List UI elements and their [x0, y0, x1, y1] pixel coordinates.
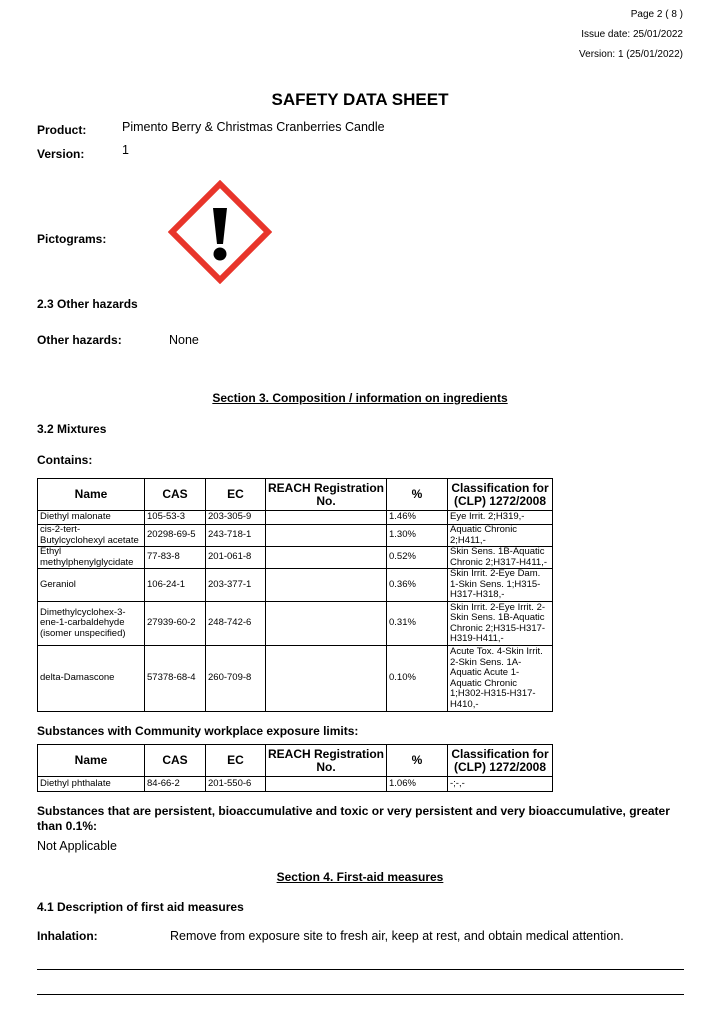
cell-percent: 0.36% — [387, 569, 448, 602]
mixtures-heading: 3.2 Mixtures — [37, 422, 107, 436]
cell-cas: 27939-60-2 — [145, 602, 206, 646]
col-name: Name — [38, 479, 145, 511]
table-header-row — [38, 745, 553, 777]
inhalation-label: Inhalation: — [37, 929, 98, 943]
table-row — [38, 569, 553, 602]
cell-reach — [266, 511, 387, 525]
document-title: SAFETY DATA SHEET — [271, 90, 449, 109]
cell-percent: 0.10% — [387, 646, 448, 712]
other-hazards-label: Other hazards: — [37, 333, 122, 347]
product-value: Pimento Berry & Christmas Cranberries Candle — [122, 120, 385, 134]
product-label: Product: — [37, 123, 87, 137]
workplace-label: Substances with Community workplace exposure limits: — [37, 724, 359, 738]
col-cas: CAS — [145, 745, 206, 777]
col-reach: REACH Registration No. — [266, 479, 387, 511]
cell-reach — [266, 569, 387, 602]
cell-ec: 248-742-6 — [206, 602, 266, 646]
cell-ec: 203-377-1 — [206, 569, 266, 602]
cell-classification: Eye Irrit. 2;H319,- — [448, 511, 553, 525]
version-value: 1 — [122, 143, 129, 157]
cell-cas: 77-83-8 — [145, 547, 206, 569]
version-date: Version: 1 (25/01/2022) — [579, 49, 683, 60]
other-hazards-value: None — [169, 333, 199, 347]
cell-reach — [266, 646, 387, 712]
col-percent: % — [387, 745, 448, 777]
table-row — [38, 602, 553, 646]
first-aid-heading: 4.1 Description of first aid measures — [37, 900, 244, 914]
col-cas: CAS — [145, 479, 206, 511]
cell-percent: 0.52% — [387, 547, 448, 569]
cell-classification: Skin Sens. 1B-Aquatic Chronic 2;H317-H411,- — [448, 547, 553, 569]
ingredients-table — [37, 478, 553, 712]
cell-ec: 201-061-8 — [206, 547, 266, 569]
pbt-value: Not Applicable — [37, 839, 117, 853]
workplace-table — [37, 744, 553, 792]
cell-ec: 243-718-1 — [206, 525, 266, 547]
cell-cas: 105-53-3 — [145, 511, 206, 525]
cell-percent: 0.31% — [387, 602, 448, 646]
cell-ec: 203-305-9 — [206, 511, 266, 525]
issue-date: Issue date: 25/01/2022 — [581, 29, 683, 40]
section3-title: Section 3. Composition / information on ingredients — [212, 391, 508, 405]
col-classification: Classification for (CLP) 1272/2008 — [448, 479, 553, 511]
cell-cas: 106-24-1 — [145, 569, 206, 602]
cell-classification: Acute Tox. 4-Skin Irrit. 2-Skin Sens. 1A-Aquatic Acute 1-Aquatic Chronic 1;H302-H315-H317-H410,- — [448, 646, 553, 712]
cell-classification: Aquatic Chronic 2;H411,- — [448, 525, 553, 547]
pictograms-label: Pictograms: — [37, 232, 107, 246]
cell-cas: 57378-68-4 — [145, 646, 206, 712]
exclamation-mark-hazard-icon — [168, 180, 272, 284]
pbt-label: Substances that are persistent, bioaccumulative and toxic or very persistent and very bioaccumulative, greater than 0.1%: — [37, 804, 670, 833]
contains-label: Contains: — [37, 453, 93, 467]
section4-title: Section 4. First-aid measures — [276, 870, 444, 884]
cell-percent: 1.06% — [387, 777, 448, 792]
other-hazards-heading: 2.3 Other hazards — [37, 297, 138, 311]
cell-reach — [266, 602, 387, 646]
table-row — [38, 646, 553, 712]
page-number: Page 2 ( 8 ) — [630, 9, 683, 20]
col-reach: REACH Registration No. — [266, 745, 387, 777]
inhalation-value: Remove from exposure site to fresh air, keep at rest, and obtain medical attention. — [170, 929, 624, 943]
table-row — [38, 777, 553, 792]
cell-percent: 1.46% — [387, 511, 448, 525]
cell-reach — [266, 777, 387, 792]
cell-reach — [266, 547, 387, 569]
cell-ec: 201-550-6 — [206, 777, 266, 792]
table-row — [38, 547, 553, 569]
table-row — [38, 511, 553, 525]
col-ec: EC — [206, 479, 266, 511]
table-header-row — [38, 479, 553, 511]
version-label: Version: — [37, 147, 85, 161]
cell-name: Diethyl malonate — [38, 511, 145, 525]
cell-classification: -;-,- — [448, 777, 553, 792]
table-row — [38, 525, 553, 547]
cell-cas: 84-66-2 — [145, 777, 206, 792]
cell-ec: 260-709-8 — [206, 646, 266, 712]
cell-name: cis-2-tert-Butylcyclohexyl acetate — [38, 525, 145, 547]
col-percent: % — [387, 479, 448, 511]
cell-classification: Skin Irrit. 2-Eye Dam. 1-Skin Sens. 1;H315-H317-H318,- — [448, 569, 553, 602]
cell-name: Diethyl phthalate — [38, 777, 145, 792]
cell-name: Dimethylcyclohex-3-ene-1-carbaldehyde (isomer unspecified) — [38, 602, 145, 646]
col-name: Name — [38, 745, 145, 777]
cell-name: Geraniol — [38, 569, 145, 602]
cell-name: delta-Damascone — [38, 646, 145, 712]
col-classification: Classification for (CLP) 1272/2008 — [448, 745, 553, 777]
cell-classification: Skin Irrit. 2-Eye Irrit. 2-Skin Sens. 1B-Aquatic Chronic 2;H315-H317-H319-H411,- — [448, 602, 553, 646]
cell-cas: 20298-69-5 — [145, 525, 206, 547]
cell-reach — [266, 525, 387, 547]
divider — [37, 969, 684, 970]
col-ec: EC — [206, 745, 266, 777]
cell-percent: 1.30% — [387, 525, 448, 547]
divider — [37, 994, 684, 995]
cell-name: Ethyl methylphenylglycidate — [38, 547, 145, 569]
